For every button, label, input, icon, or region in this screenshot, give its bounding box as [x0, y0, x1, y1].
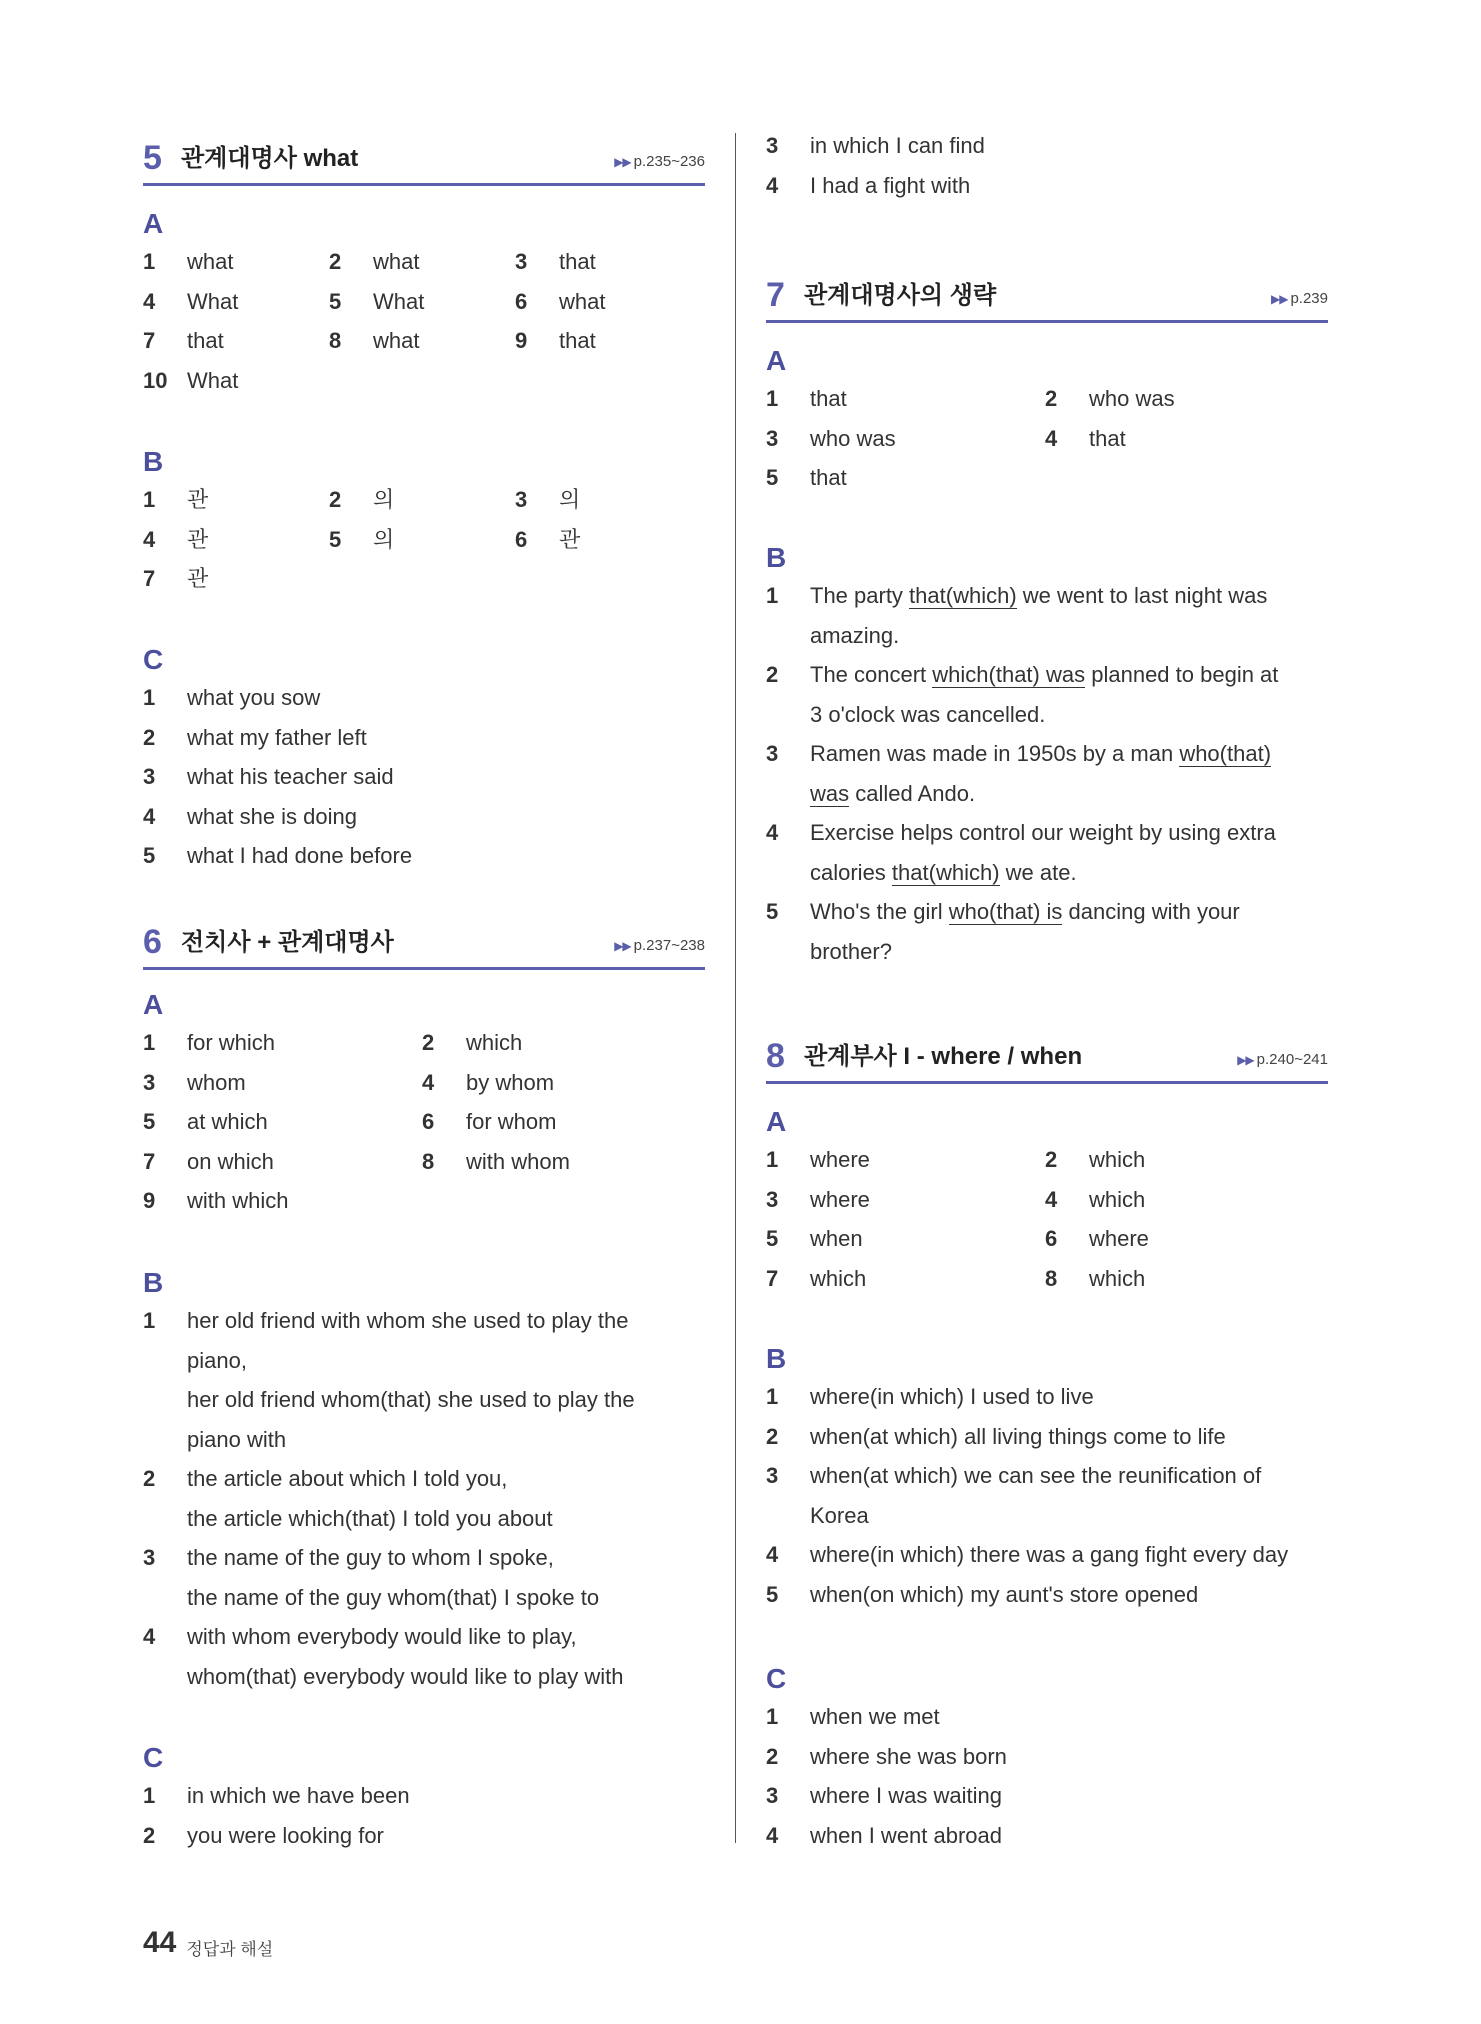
- section-number: 6: [143, 923, 162, 961]
- answer-row: 1 관 2 의 3 의: [143, 487, 581, 512]
- underlined-answer: who(that): [1179, 741, 1272, 766]
- answer-row: 1 what 2 what 3 that: [143, 249, 596, 274]
- double-arrow-icon: ▶▶: [614, 155, 631, 169]
- section-6-header: [143, 907, 705, 970]
- answer-row: 1 when we met: [766, 1704, 940, 1729]
- section-7-part-a: [766, 343, 1328, 498]
- underlined-answer: was: [810, 780, 850, 806]
- part-letter: A: [143, 989, 164, 1020]
- section-8-part-a: [766, 1104, 1328, 1298]
- answer-item: 3 the name of the guy to whom I spoke, the name of the guy whom(that) I spoke to: [143, 1545, 600, 1610]
- answer-item: 4 where(in which) there was a gang fight every day: [766, 1542, 1289, 1567]
- section-5-part-c: [143, 642, 705, 876]
- section-6-part-b: [143, 1265, 705, 1696]
- section-number: 7: [766, 276, 785, 314]
- section-title: 관계대명사의 생략: [804, 282, 997, 309]
- answer-row: 5 when 6 where: [766, 1226, 1149, 1251]
- part-letter: A: [766, 345, 787, 376]
- underlined-answer: that(which): [891, 859, 1000, 885]
- section-5-part-a: [143, 206, 705, 400]
- section-number: 5: [143, 139, 162, 177]
- section-title: 관계대명사 what: [181, 145, 359, 172]
- answer-row: 3 who was 4 that: [766, 425, 1126, 451]
- answer-row: 3 where 4 which: [766, 1186, 1146, 1212]
- section-7-part-b: [766, 540, 1328, 971]
- answer-row: 1 where 2 which: [766, 1147, 1146, 1172]
- page-number: 44: [143, 1926, 177, 1959]
- underlined-answer: which(that) was: [932, 662, 1086, 687]
- column-divider: [735, 133, 736, 1843]
- section-5-part-b: [143, 444, 705, 599]
- section-6-part-a: [143, 987, 705, 1221]
- underlined-answer: that(which): [909, 583, 1017, 608]
- answer-item: 2 when(at which) all living things come to life: [766, 1423, 1226, 1449]
- section-8-part-c: [766, 1661, 1328, 1855]
- section-title: 전치사 + 관계대명사: [181, 929, 394, 956]
- double-arrow-icon: ▶▶: [614, 939, 631, 953]
- answer-row: 1 what you sow: [143, 685, 321, 710]
- answer-item: 3 when(at which) we can see the reunification of Korea: [766, 1463, 1262, 1528]
- answer-row: 2 what my father left: [143, 724, 367, 750]
- answer-item: 2 the article about which I told you, the article which(that) I told you about: [143, 1466, 553, 1531]
- part-letter: B: [143, 446, 164, 477]
- part-letter: C: [143, 644, 164, 675]
- part-letter: B: [143, 1267, 164, 1298]
- part-letter: C: [766, 1663, 787, 1694]
- page-footer: [143, 1926, 273, 1962]
- answer-row: 4 I had a fight with: [766, 172, 971, 198]
- answer-item: 1 where(in which) I used to live: [766, 1384, 1094, 1409]
- answer-item: 1 The party that(which) we went to last night was amazing.: [766, 583, 1268, 648]
- page-reference: ▶▶ p.240~241: [1237, 1051, 1328, 1068]
- part-letter: B: [766, 1343, 787, 1374]
- answer-row: 10 What: [143, 367, 239, 393]
- page-reference: ▶▶ p.237~238: [614, 937, 705, 954]
- answer-item: 3 Ramen was made in 1950s by a man who(that) was called Ando.: [766, 741, 1272, 806]
- answer-item: 5 Who's the girl who(that) is dancing with your brother?: [766, 899, 1240, 964]
- page-reference: ▶▶ p.239: [1270, 290, 1328, 307]
- answer-row: 4 What 5 What 6 what: [143, 288, 606, 314]
- answer-item: 4 Exercise helps control our weight by using extra calories that(which) we ate.: [766, 820, 1276, 885]
- double-arrow-icon: ▶▶: [1270, 292, 1288, 306]
- answer-row: 7 which 8 which: [766, 1265, 1146, 1291]
- answer-row: 1 that 2 who was: [766, 386, 1175, 411]
- answer-item: 4 with whom everybody would like to play, whom(that) everybody would like to play with: [143, 1624, 624, 1689]
- answer-row: 4 when I went abroad: [766, 1822, 1003, 1848]
- answer-row: 5 at which 6 for whom: [143, 1109, 557, 1134]
- answer-row: 3 in which I can find: [766, 133, 985, 158]
- answer-row: 4 what she is doing: [143, 803, 357, 829]
- double-arrow-icon: ▶▶: [1237, 1053, 1254, 1067]
- page-reference: ▶▶ p.235~236: [614, 153, 705, 170]
- answer-row: 7 that 8 what 9 that: [143, 328, 596, 353]
- answer-row: 1 for which 2 which: [143, 1030, 523, 1055]
- answer-item: 5 when(on which) my aunt's store opened: [766, 1581, 1199, 1607]
- section-number: 8: [766, 1037, 785, 1075]
- part-letter: B: [766, 542, 787, 573]
- answer-row: 5 what I had done before: [143, 843, 413, 868]
- answer-row: 5 that: [766, 465, 847, 490]
- answer-item: 1 her old friend with whom she used to play the piano, her old friend whom(that) she used to play the piano with: [143, 1308, 635, 1452]
- section-6-part-c-continued: [766, 126, 1328, 205]
- answer-item: 2 The concert which(that) was planned to begin at 3 o'clock was cancelled.: [766, 662, 1279, 727]
- section-8-part-b: [766, 1341, 1328, 1614]
- answer-row: 9 with which: [143, 1188, 289, 1213]
- answer-row: 2 you were looking for: [143, 1822, 384, 1848]
- section-5-header: [143, 123, 705, 186]
- answer-row: 7 관: [143, 566, 209, 591]
- answer-row: 7 on which 8 with whom: [143, 1148, 570, 1174]
- answer-row: 4 관 5 의 6 관: [143, 526, 581, 552]
- answer-row: 1 in which we have been: [143, 1783, 410, 1808]
- answer-row: 2 where she was born: [766, 1743, 1007, 1769]
- underlined-answer: who(that) is: [948, 899, 1063, 924]
- answer-row: 3 where I was waiting: [766, 1783, 1002, 1808]
- part-letter: A: [143, 208, 164, 239]
- footer-label: 정답과 해설: [186, 1940, 274, 1959]
- answer-row: 3 what his teacher said: [143, 764, 394, 789]
- section-8-header: [766, 1021, 1328, 1084]
- part-letter: C: [143, 1742, 164, 1773]
- section-title: 관계부사 I - where / when: [804, 1043, 1083, 1070]
- part-letter: A: [766, 1106, 787, 1137]
- section-7-header: [766, 260, 1328, 323]
- answer-row: 3 whom 4 by whom: [143, 1069, 555, 1095]
- section-6-part-c: [143, 1740, 705, 1855]
